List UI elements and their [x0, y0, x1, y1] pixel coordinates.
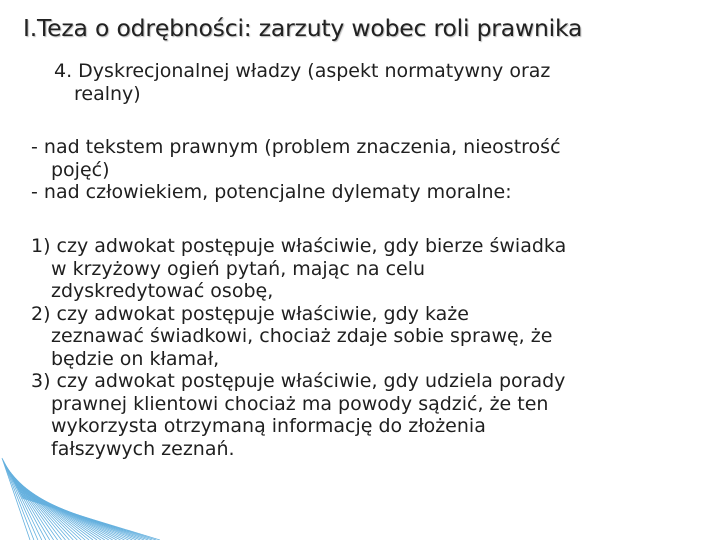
aspect-line: pojęć) — [51, 158, 110, 181]
point-4-line: realny) — [74, 82, 141, 105]
point-4-line: 4. Dyskrecjonalnej władzy (aspekt normatywny oraz — [54, 60, 551, 82]
question-line: prawnej klientowi chociaż ma powody sądzić, że ten — [51, 392, 549, 415]
aspect-line: - nad tekstem prawnym (problem znaczenia, nieostrość — [31, 136, 561, 158]
question-line: w krzyżowy ogień pytań, mając na celu — [51, 257, 426, 280]
question-line: 3) czy adwokat postępuje właściwie, gdy udziela porady — [31, 370, 566, 392]
decorative-corner-lines — [0, 440, 160, 540]
aspect-line: - nad człowiekiem, potencjalne dylematy moralne: — [31, 181, 512, 203]
questions-paragraph — [31, 235, 691, 460]
question-line: wykorzysta otrzymaną informację do złożenia — [51, 415, 486, 437]
question-line: 1) czy adwokat postępuje właściwie, gdy bierze świadka — [31, 235, 567, 257]
question-line: 2) czy adwokat postępuje właściwie, gdy każe — [31, 302, 469, 325]
slide-title: I.Teza o odrębności: zarzuty wobec roli prawnika — [23, 14, 583, 42]
question-line: zeznawać świadkowi, chociaż zdaje sobie sprawę, że — [51, 325, 553, 347]
point-4-paragraph — [54, 60, 684, 105]
decorative-line — [17, 487, 125, 540]
aspects-paragraph — [31, 136, 691, 204]
question-line: zdyskredytować osobę, — [51, 280, 274, 302]
question-line: fałszywych zeznań. — [51, 437, 235, 460]
question-line: będzie on kłamał, — [51, 347, 220, 370]
